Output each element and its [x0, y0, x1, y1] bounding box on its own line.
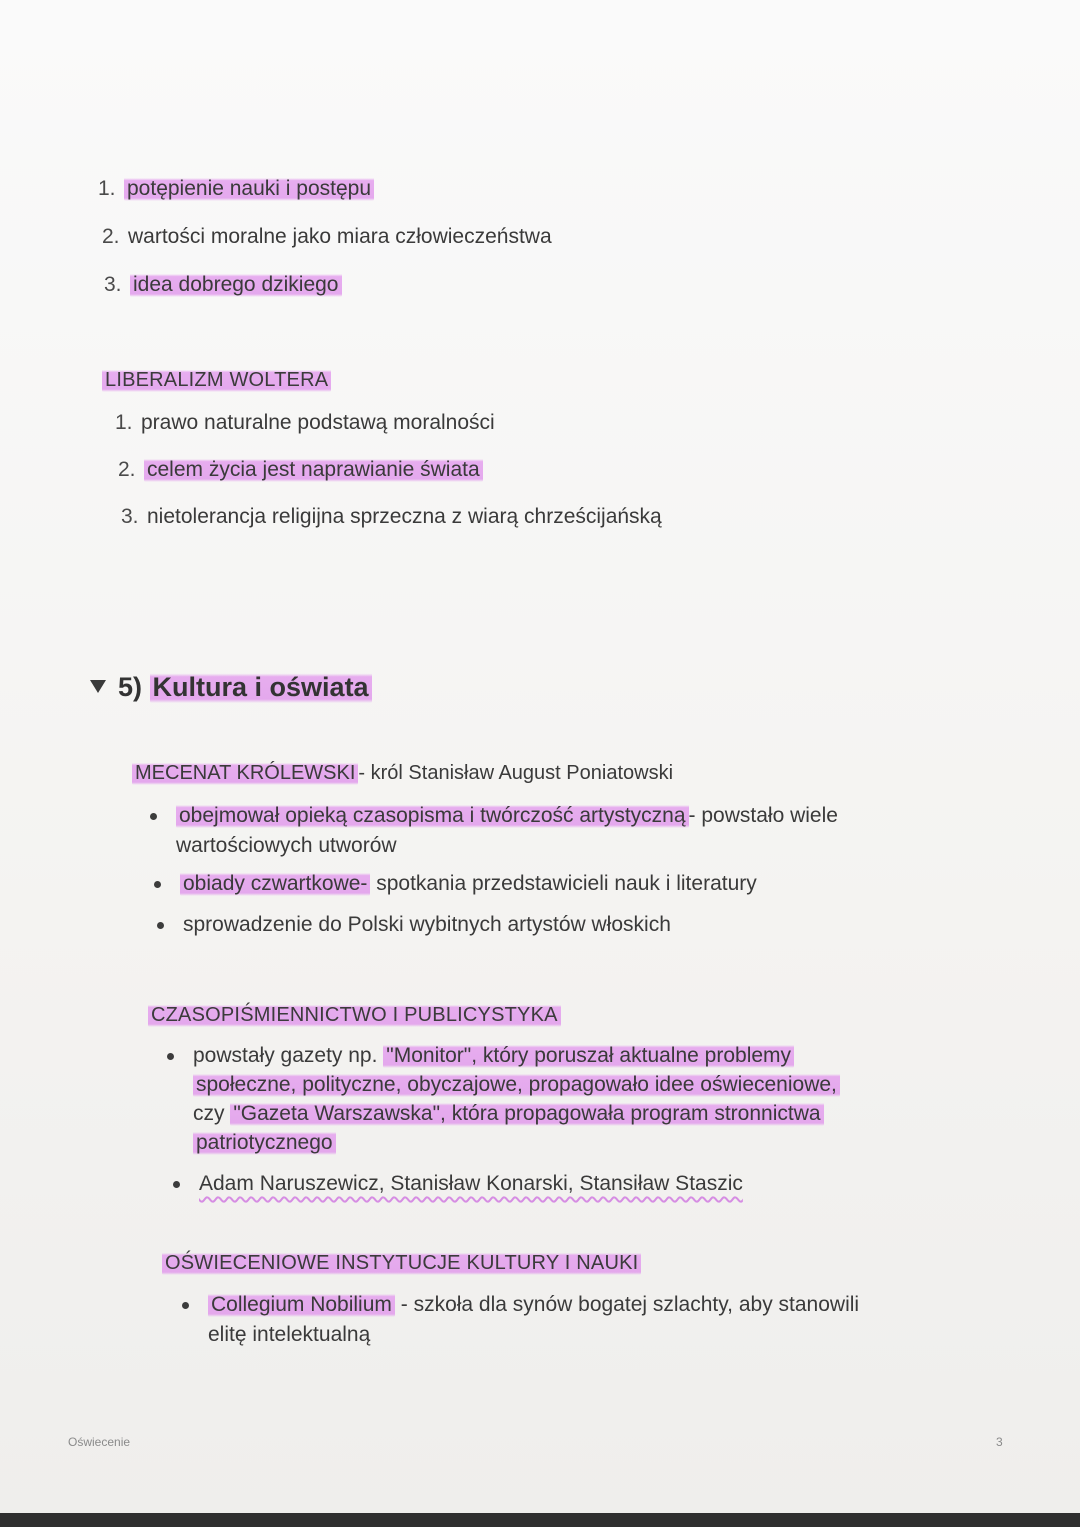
list-item: Collegium Nobilium - szkoła dla synów bogatej szlachty, aby stanowili elitę intelektualną — [180, 1290, 900, 1350]
numbered-list — [98, 174, 552, 318]
liberalizm-heading: LIBERALIZM WOLTERA — [102, 365, 331, 395]
list-number: 1. — [98, 177, 116, 200]
list-item — [98, 270, 552, 318]
section-title-text: Kultura i oświata — [150, 671, 372, 703]
page-number: 3 — [996, 1435, 1003, 1449]
list-number: 2. — [102, 225, 120, 248]
instytucje-heading: OŚWIECENIOWE INSTYTUCJE KULTURY I NAUKI — [162, 1248, 641, 1278]
list-item — [115, 455, 662, 502]
list-item-text: potępienie nauki i postępu — [124, 176, 374, 201]
list-number: 1. — [115, 411, 133, 434]
section-title[interactable] — [90, 672, 372, 703]
list-number: 3. — [104, 273, 122, 296]
mecenat-list — [148, 801, 908, 940]
collapse-triangle-icon[interactable] — [90, 680, 106, 693]
list-item: obejmował opieką czasopisma i twórczość artystyczną - powstało wiele wartościowych utworów — [148, 801, 908, 861]
list-item — [115, 408, 662, 455]
footer-title: Oświecenie — [68, 1435, 131, 1449]
list-item-text: prawo naturalne podstawą moralności — [141, 411, 495, 434]
instytucje-list — [180, 1290, 900, 1350]
czasopisma-heading: CZASOPIŚMIENNICTWO I PUBLICYSTYKA — [148, 1000, 561, 1030]
list-item-text: nietolerancja religijna sprzeczna z wiarą chrześcijańską — [147, 505, 662, 528]
list-item — [98, 222, 552, 270]
list-item-text: idea dobrego dzikiego — [130, 272, 342, 297]
list-item-text: celem życia jest naprawianie świata — [144, 457, 483, 482]
list-number: 2. — [118, 458, 136, 481]
czasopisma-list — [165, 1041, 895, 1198]
list-item: sprowadzenie do Polski wybitnych artystów włoskich — [155, 910, 915, 940]
list-item — [98, 174, 552, 222]
mecenat-heading: MECENAT KRÓLEWSKI - król Stanisław August Poniatowski — [132, 758, 673, 788]
list-item: powstały gazety np. "Monitor", który poruszał aktualne problemy społeczne, polityczne, obyczajowe, propagowało idee oświeceniowe, czy "Gazeta Warszawska", która propagowała program stronnictwa patriotycznego — [165, 1041, 895, 1157]
list-item — [115, 502, 662, 549]
list-number: 3. — [121, 505, 139, 528]
list-item: obiady czwartkowe- spotkania przedstawicieli nauk i literatury — [152, 869, 912, 899]
page-bottom-edge — [0, 1513, 1080, 1527]
list-item-text: wartości moralne jako miara człowieczeństwa — [128, 225, 552, 248]
section-number: 5) — [118, 672, 143, 702]
list-item: Adam Naruszewicz, Stanisław Konarski, Stansiław Staszic — [171, 1169, 901, 1198]
liberalizm-list — [115, 408, 662, 549]
